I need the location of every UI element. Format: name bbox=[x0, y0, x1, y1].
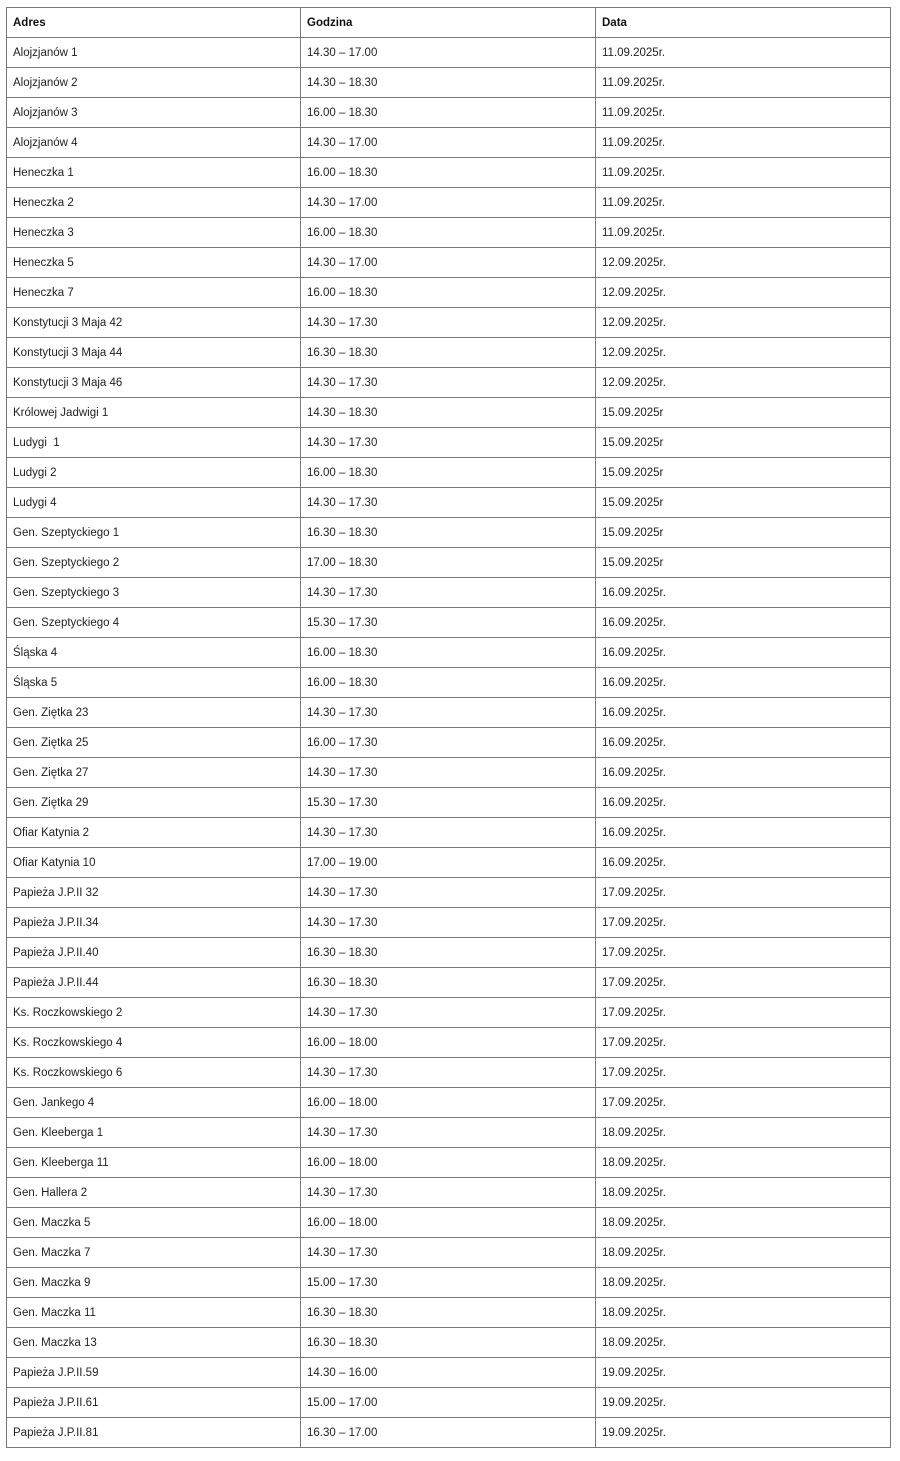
table-row bbox=[7, 98, 891, 128]
table-row bbox=[7, 1148, 891, 1178]
schedule-table bbox=[6, 7, 891, 1448]
cell-hour: 14.30 – 16.00 bbox=[301, 1358, 596, 1388]
table-row bbox=[7, 248, 891, 278]
table-row bbox=[7, 38, 891, 68]
cell-hour: 16.00 – 18.00 bbox=[301, 1088, 596, 1118]
cell-date: 18.09.2025r. bbox=[596, 1298, 891, 1328]
cell-hour: 15.30 – 17.30 bbox=[301, 788, 596, 818]
cell-address: Papieża J.P.II.34 bbox=[7, 908, 301, 938]
cell-date: 11.09.2025r. bbox=[596, 158, 891, 188]
table-row bbox=[7, 1358, 891, 1388]
table-row bbox=[7, 1208, 891, 1238]
cell-address: Heneczka 2 bbox=[7, 188, 301, 218]
cell-date: 15.09.2025r bbox=[596, 458, 891, 488]
cell-hour: 16.00 – 18.00 bbox=[301, 1148, 596, 1178]
cell-date: 17.09.2025r. bbox=[596, 968, 891, 998]
cell-address: Gen. Ziętka 23 bbox=[7, 698, 301, 728]
table-row bbox=[7, 758, 891, 788]
cell-address: Heneczka 5 bbox=[7, 248, 301, 278]
cell-hour: 16.00 – 18.00 bbox=[301, 1208, 596, 1238]
cell-hour: 14.30 – 17.30 bbox=[301, 1058, 596, 1088]
cell-address: Gen. Ziętka 27 bbox=[7, 758, 301, 788]
table-row bbox=[7, 638, 891, 668]
cell-hour: 16.00 – 18.30 bbox=[301, 278, 596, 308]
cell-date: 18.09.2025r. bbox=[596, 1208, 891, 1238]
header-date: Data bbox=[596, 8, 891, 38]
cell-address: Śląska 4 bbox=[7, 638, 301, 668]
cell-address: Śląska 5 bbox=[7, 668, 301, 698]
cell-address: Konstytucji 3 Maja 44 bbox=[7, 338, 301, 368]
table-row bbox=[7, 1028, 891, 1058]
cell-date: 18.09.2025r. bbox=[596, 1328, 891, 1358]
cell-address: Papieża J.P.II.59 bbox=[7, 1358, 301, 1388]
cell-date: 11.09.2025r. bbox=[596, 188, 891, 218]
table-row bbox=[7, 818, 891, 848]
cell-address: Alojzjanów 4 bbox=[7, 128, 301, 158]
cell-hour: 14.30 – 17.30 bbox=[301, 998, 596, 1028]
cell-date: 18.09.2025r. bbox=[596, 1268, 891, 1298]
cell-hour: 15.00 – 17.00 bbox=[301, 1388, 596, 1418]
cell-address: Gen. Maczka 7 bbox=[7, 1238, 301, 1268]
cell-hour: 16.30 – 18.30 bbox=[301, 938, 596, 968]
table-row bbox=[7, 188, 891, 218]
table-row bbox=[7, 608, 891, 638]
cell-address: Ludygi 4 bbox=[7, 488, 301, 518]
cell-date: 15.09.2025r bbox=[596, 488, 891, 518]
cell-date: 16.09.2025r. bbox=[596, 638, 891, 668]
cell-address: Gen. Szeptyckiego 4 bbox=[7, 608, 301, 638]
cell-hour: 14.30 – 17.00 bbox=[301, 248, 596, 278]
cell-date: 12.09.2025r. bbox=[596, 278, 891, 308]
table-row bbox=[7, 128, 891, 158]
table-row bbox=[7, 968, 891, 998]
cell-address: Gen. Maczka 13 bbox=[7, 1328, 301, 1358]
table-row bbox=[7, 158, 891, 188]
table-row bbox=[7, 998, 891, 1028]
cell-hour: 16.00 – 18.30 bbox=[301, 668, 596, 698]
cell-address: Papieża J.P.II.44 bbox=[7, 968, 301, 998]
cell-date: 16.09.2025r. bbox=[596, 728, 891, 758]
cell-date: 18.09.2025r. bbox=[596, 1178, 891, 1208]
cell-hour: 14.30 – 17.30 bbox=[301, 368, 596, 398]
cell-hour: 16.00 – 18.30 bbox=[301, 158, 596, 188]
cell-date: 15.09.2025r bbox=[596, 548, 891, 578]
table-row bbox=[7, 1268, 891, 1298]
cell-date: 11.09.2025r. bbox=[596, 98, 891, 128]
cell-hour: 14.30 – 17.30 bbox=[301, 488, 596, 518]
cell-address: Ks. Roczkowskiego 4 bbox=[7, 1028, 301, 1058]
cell-hour: 14.30 – 17.30 bbox=[301, 578, 596, 608]
cell-hour: 16.30 – 18.30 bbox=[301, 338, 596, 368]
cell-hour: 16.00 – 18.30 bbox=[301, 98, 596, 128]
cell-date: 17.09.2025r. bbox=[596, 908, 891, 938]
table-row bbox=[7, 518, 891, 548]
cell-address: Gen. Kleeberga 1 bbox=[7, 1118, 301, 1148]
cell-date: 17.09.2025r. bbox=[596, 938, 891, 968]
table-row bbox=[7, 398, 891, 428]
table-row bbox=[7, 668, 891, 698]
cell-date: 18.09.2025r. bbox=[596, 1148, 891, 1178]
cell-address: Ks. Roczkowskiego 6 bbox=[7, 1058, 301, 1088]
table-row bbox=[7, 368, 891, 398]
table-row bbox=[7, 68, 891, 98]
cell-address: Gen. Maczka 11 bbox=[7, 1298, 301, 1328]
table-row bbox=[7, 1418, 891, 1448]
cell-address: Ks. Roczkowskiego 2 bbox=[7, 998, 301, 1028]
cell-date: 12.09.2025r. bbox=[596, 308, 891, 338]
cell-hour: 16.00 – 18.00 bbox=[301, 1028, 596, 1058]
cell-date: 19.09.2025r. bbox=[596, 1418, 891, 1448]
cell-date: 15.09.2025r bbox=[596, 518, 891, 548]
cell-date: 12.09.2025r. bbox=[596, 248, 891, 278]
cell-hour: 14.30 – 17.30 bbox=[301, 818, 596, 848]
cell-address: Gen. Ziętka 29 bbox=[7, 788, 301, 818]
table-row bbox=[7, 1238, 891, 1268]
cell-date: 19.09.2025r. bbox=[596, 1358, 891, 1388]
cell-address: Alojzjanów 2 bbox=[7, 68, 301, 98]
cell-hour: 17.00 – 19.00 bbox=[301, 848, 596, 878]
cell-address: Gen. Szeptyckiego 2 bbox=[7, 548, 301, 578]
cell-hour: 14.30 – 17.30 bbox=[301, 758, 596, 788]
table-row bbox=[7, 728, 891, 758]
cell-date: 19.09.2025r. bbox=[596, 1388, 891, 1418]
cell-address: Papieża J.P.II.81 bbox=[7, 1418, 301, 1448]
cell-hour: 14.30 – 18.30 bbox=[301, 398, 596, 428]
cell-hour: 14.30 – 18.30 bbox=[301, 68, 596, 98]
cell-date: 16.09.2025r. bbox=[596, 608, 891, 638]
table-row bbox=[7, 278, 891, 308]
table-row bbox=[7, 548, 891, 578]
table-row bbox=[7, 308, 891, 338]
cell-address: Konstytucji 3 Maja 46 bbox=[7, 368, 301, 398]
table-row bbox=[7, 1328, 891, 1358]
cell-address: Gen. Kleeberga 11 bbox=[7, 1148, 301, 1178]
cell-date: 12.09.2025r. bbox=[596, 338, 891, 368]
cell-address: Gen. Hallera 2 bbox=[7, 1178, 301, 1208]
table-row bbox=[7, 1058, 891, 1088]
table-row bbox=[7, 698, 891, 728]
table-row bbox=[7, 788, 891, 818]
cell-address: Gen. Maczka 9 bbox=[7, 1268, 301, 1298]
cell-date: 16.09.2025r. bbox=[596, 758, 891, 788]
cell-date: 11.09.2025r. bbox=[596, 128, 891, 158]
table-row bbox=[7, 458, 891, 488]
cell-hour: 14.30 – 17.30 bbox=[301, 308, 596, 338]
cell-date: 11.09.2025r. bbox=[596, 38, 891, 68]
cell-address: Papieża J.P.II.40 bbox=[7, 938, 301, 968]
cell-date: 12.09.2025r. bbox=[596, 368, 891, 398]
cell-address: Gen. Maczka 5 bbox=[7, 1208, 301, 1238]
cell-hour: 14.30 – 17.30 bbox=[301, 1118, 596, 1148]
table-body bbox=[7, 38, 891, 1448]
table-row bbox=[7, 1388, 891, 1418]
table-row bbox=[7, 878, 891, 908]
table-row bbox=[7, 1118, 891, 1148]
cell-address: Królowej Jadwigi 1 bbox=[7, 398, 301, 428]
cell-date: 16.09.2025r. bbox=[596, 818, 891, 848]
cell-hour: 16.30 – 18.30 bbox=[301, 518, 596, 548]
cell-hour: 14.30 – 17.30 bbox=[301, 428, 596, 458]
cell-date: 17.09.2025r. bbox=[596, 1028, 891, 1058]
table-row bbox=[7, 428, 891, 458]
cell-hour: 15.00 – 17.30 bbox=[301, 1268, 596, 1298]
cell-address: Alojzjanów 1 bbox=[7, 38, 301, 68]
cell-date: 16.09.2025r. bbox=[596, 848, 891, 878]
cell-date: 16.09.2025r. bbox=[596, 788, 891, 818]
cell-hour: 16.30 – 18.30 bbox=[301, 968, 596, 998]
cell-date: 18.09.2025r. bbox=[596, 1238, 891, 1268]
cell-date: 16.09.2025r. bbox=[596, 698, 891, 728]
table-row bbox=[7, 848, 891, 878]
cell-hour: 16.30 – 17.00 bbox=[301, 1418, 596, 1448]
cell-hour: 14.30 – 17.30 bbox=[301, 908, 596, 938]
cell-address: Papieża J.P.II.61 bbox=[7, 1388, 301, 1418]
cell-hour: 14.30 – 17.30 bbox=[301, 1178, 596, 1208]
table-row bbox=[7, 1088, 891, 1118]
cell-hour: 14.30 – 17.30 bbox=[301, 878, 596, 908]
cell-hour: 17.00 – 18.30 bbox=[301, 548, 596, 578]
table-row bbox=[7, 1178, 891, 1208]
cell-date: 17.09.2025r. bbox=[596, 1058, 891, 1088]
cell-address: Papieża J.P.II 32 bbox=[7, 878, 301, 908]
cell-date: 11.09.2025r. bbox=[596, 68, 891, 98]
cell-date: 15.09.2025r bbox=[596, 398, 891, 428]
table-row bbox=[7, 938, 891, 968]
cell-hour: 16.00 – 17.30 bbox=[301, 728, 596, 758]
cell-hour: 16.00 – 18.30 bbox=[301, 218, 596, 248]
table-row bbox=[7, 488, 891, 518]
cell-hour: 14.30 – 17.00 bbox=[301, 188, 596, 218]
cell-date: 17.09.2025r. bbox=[596, 878, 891, 908]
cell-date: 16.09.2025r. bbox=[596, 578, 891, 608]
cell-hour: 16.30 – 18.30 bbox=[301, 1328, 596, 1358]
cell-hour: 14.30 – 17.00 bbox=[301, 38, 596, 68]
cell-date: 18.09.2025r. bbox=[596, 1118, 891, 1148]
table-row bbox=[7, 578, 891, 608]
cell-date: 17.09.2025r. bbox=[596, 1088, 891, 1118]
cell-date: 15.09.2025r bbox=[596, 428, 891, 458]
cell-address: Ofiar Katynia 2 bbox=[7, 818, 301, 848]
cell-hour: 16.00 – 18.30 bbox=[301, 458, 596, 488]
cell-address: Ludygi 1 bbox=[7, 428, 301, 458]
cell-hour: 16.30 – 18.30 bbox=[301, 1298, 596, 1328]
cell-hour: 14.30 – 17.00 bbox=[301, 128, 596, 158]
cell-hour: 16.00 – 18.30 bbox=[301, 638, 596, 668]
cell-address: Gen. Szeptyckiego 3 bbox=[7, 578, 301, 608]
cell-address: Gen. Jankego 4 bbox=[7, 1088, 301, 1118]
cell-address: Gen. Szeptyckiego 1 bbox=[7, 518, 301, 548]
cell-address: Alojzjanów 3 bbox=[7, 98, 301, 128]
cell-date: 17.09.2025r. bbox=[596, 998, 891, 1028]
cell-address: Heneczka 1 bbox=[7, 158, 301, 188]
cell-address: Gen. Ziętka 25 bbox=[7, 728, 301, 758]
cell-hour: 14.30 – 17.30 bbox=[301, 1238, 596, 1268]
header-address: Adres bbox=[7, 8, 301, 38]
cell-hour: 15.30 – 17.30 bbox=[301, 608, 596, 638]
table-row bbox=[7, 218, 891, 248]
cell-address: Ofiar Katynia 10 bbox=[7, 848, 301, 878]
table-row bbox=[7, 1298, 891, 1328]
cell-address: Heneczka 3 bbox=[7, 218, 301, 248]
cell-address: Konstytucji 3 Maja 42 bbox=[7, 308, 301, 338]
table-header-row bbox=[7, 8, 891, 38]
cell-address: Heneczka 7 bbox=[7, 278, 301, 308]
table-row bbox=[7, 338, 891, 368]
cell-date: 11.09.2025r. bbox=[596, 218, 891, 248]
header-hour: Godzina bbox=[301, 8, 596, 38]
cell-hour: 14.30 – 17.30 bbox=[301, 698, 596, 728]
cell-address: Ludygi 2 bbox=[7, 458, 301, 488]
cell-date: 16.09.2025r. bbox=[596, 668, 891, 698]
table-row bbox=[7, 908, 891, 938]
